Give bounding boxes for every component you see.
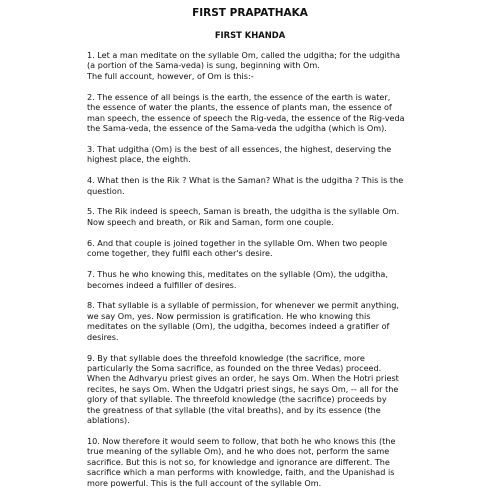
paragraph-8 (87, 300, 429, 342)
text-line: becomes indeed a fulfiller of desires. (87, 279, 237, 290)
text-line: more powerful. This is the full account of the syllable Om. (87, 477, 322, 488)
text-line: glory of that syllable. The threefold knowledge (the sacrifice) proceeds by (87, 394, 387, 405)
paragraph-6 (87, 238, 429, 259)
text-line: true meaning of the syllable Om), and he who does not, perform the same (87, 446, 390, 457)
text-line: 8. That syllable is a syllable of permission, for whenever we permit anything, (87, 300, 400, 311)
text-line: Now speech and breath, or Rik and Saman, form one couple. (87, 216, 334, 227)
text-line: When the Adhvaryu priest gives an order, he says Om. When the Hotri priest (87, 373, 399, 384)
text-line: 7. Thus he who knowing this, meditates on the syllable (Om), the udgitha, (87, 269, 388, 280)
text-line: man speech, the essence of speech the Rig-veda, the essence of the Rig-veda (87, 112, 405, 123)
paragraph-2 (87, 92, 429, 134)
text-line: sacrifice. But this is not so, for knowledge and ignorance are different. The (87, 456, 390, 467)
section-title: FIRST KHANDA (214, 30, 286, 40)
text-line: 2. The essence of all beings is the earth, the essence of the earth is water, (87, 91, 391, 102)
paragraph-7 (87, 269, 429, 290)
paragraph-1 (87, 50, 429, 81)
text-line: desires. (87, 331, 119, 342)
paragraph-10 (87, 436, 429, 488)
paragraph-5 (87, 206, 429, 227)
page-title: FIRST PRAPATHAKA (192, 7, 308, 19)
text-line: the Sama-veda, the essence of the Sama-veda the udgitha (which is Om). (87, 122, 387, 133)
text-line: 4. What then is the Rik ? What is the Saman? What is the udgitha ? This is the (87, 175, 404, 186)
text-line: ablations). (87, 414, 130, 425)
text-line: highest place, the eighth. (87, 154, 191, 165)
paragraph-4 (87, 175, 429, 196)
text-line: The full account, however, of Om is this:- (87, 70, 254, 81)
text-line: question. (87, 185, 125, 196)
text-line: 9. By that syllable does the threefold knowledge (the sacrifice, more (87, 352, 365, 363)
text-line: the greatness of that syllable (the vital breaths), and by its essence (the (87, 404, 381, 415)
document-body (87, 50, 429, 498)
text-line: the essence of water the plants, the essence of plants man, the essence of (87, 102, 392, 113)
text-line: recites, he says Om. When the Udgatri priest sings, he says Om, -- all for the (87, 383, 399, 394)
text-line: particularly the Soma sacrifice, as founded on the three Vedas) proceed. (87, 362, 382, 373)
paragraph-9 (87, 353, 429, 426)
text-line: 6. And that couple is joined together in the syllable Om. When two people (87, 237, 388, 248)
text-line: 10. Now therefore it would seem to follow, that both he who knows this (the (87, 435, 396, 446)
text-line: (a portion of the Sama-veda) is sung, beginning with Om. (87, 60, 320, 71)
paragraph-3 (87, 144, 429, 165)
text-line: come together, they fulfil each other's desire. (87, 248, 273, 259)
text-line: 1. Let a man meditate on the syllable Om, called the udgitha; for the udgitha (87, 50, 401, 60)
text-line: 3. That udgitha (Om) is the best of all essences, the highest, deserving the (87, 143, 392, 154)
text-line: meditates on the syllable (Om), the udgitha, becomes indeed a gratifier of (87, 321, 390, 332)
text-line: 5. The Rik indeed is speech, Saman is breath, the udgitha is the syllable Om. (87, 206, 400, 217)
text-line: sacrifice which a man performs with knowledge, faith, and the Upanishad is (87, 467, 395, 478)
text-line: we say Om, yes. Now permission is gratification. He who knowing this (87, 310, 371, 321)
